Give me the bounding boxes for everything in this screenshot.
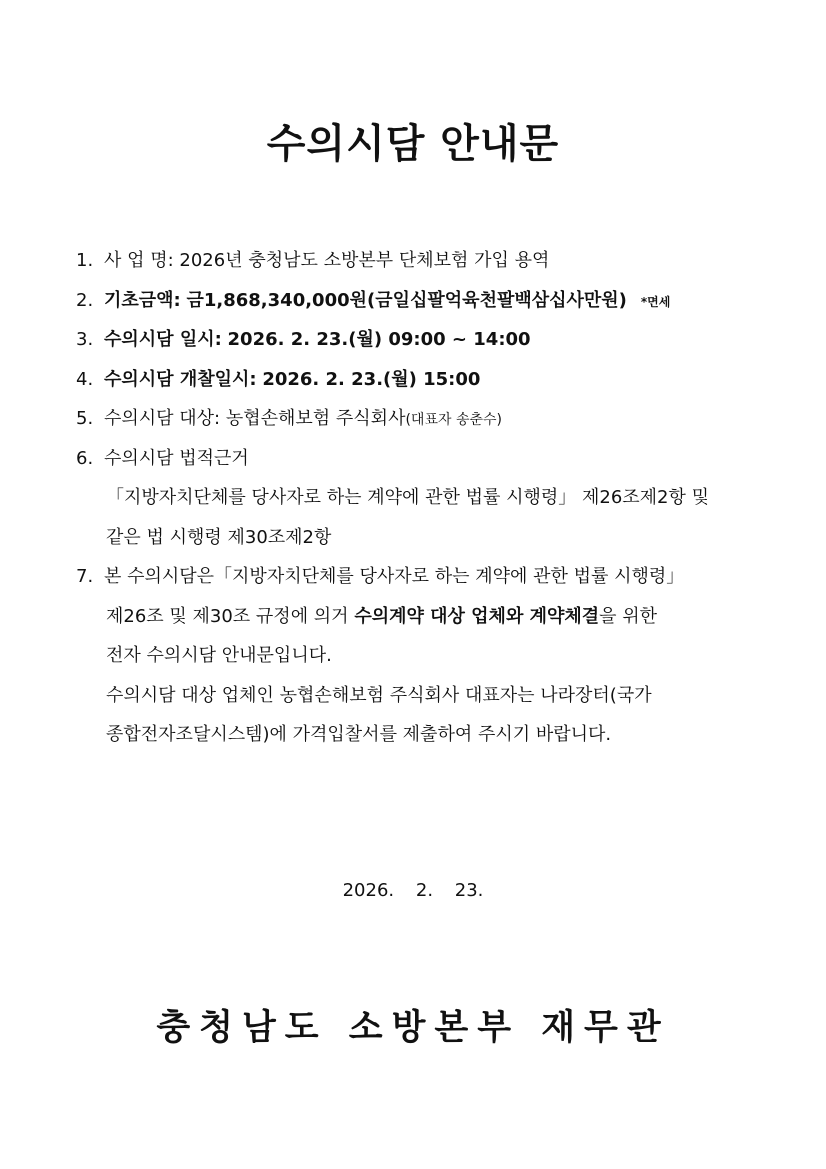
base-amount: 금1,868,340,000원(금일십팔억육천팔백삼십사만원): [186, 289, 627, 311]
issuer: 충청남도 소방본부 재무관: [156, 1008, 670, 1048]
document-title: 수의시담 안내문: [266, 121, 560, 167]
legal-basis-line-2: 같은 법 시행령 제30조제2항: [106, 526, 332, 548]
negotiation-datetime: 2026. 2. 23.(월) 09:00 ~ 14:00: [227, 329, 531, 350]
item-3: [76, 325, 756, 365]
item-number: 1.: [76, 250, 94, 271]
project-name: 2026년 충청남도 소방본부 단체보험 가입 용역: [179, 250, 550, 271]
item-2: [76, 286, 756, 326]
item-7: [76, 562, 756, 602]
item-7-line-1: 본 수의시담은「지방자치단체를 당사자로 하는 계약에 관한 법률 시행령」: [104, 566, 685, 587]
representative-note: (대표자 송춘수): [405, 412, 502, 428]
item-7-line-3: 전자 수의시담 안내문입니다.: [106, 645, 332, 666]
target-company: 농협손해보험 주식회사: [225, 408, 406, 429]
document-date: 2026. 2. 23.: [342, 880, 484, 901]
item-label: 수의시담 일시:: [104, 329, 222, 350]
item-number: 6.: [76, 447, 94, 469]
item-number: 7.: [76, 566, 94, 587]
item-label: 수의시담 법적근거: [104, 447, 249, 469]
tax-note: *면세: [640, 294, 671, 309]
item-4: [76, 365, 756, 405]
item-label: 기초금액:: [104, 289, 181, 311]
item-5: [76, 404, 756, 444]
item-label: 사 업 명:: [104, 250, 174, 271]
regulation-reference: 제26조 및 제30조 규정에 의거: [106, 605, 349, 627]
item-1: [76, 246, 756, 286]
opening-datetime: 2026. 2. 23.(월) 15:00: [262, 368, 481, 390]
item-number: 5.: [76, 408, 94, 429]
legal-basis-line-1: 「지방자치단체를 당사자로 하는 계약에 관한 법률 시행령」 제26조제2항 및: [106, 487, 709, 508]
item-number: 2.: [76, 289, 94, 311]
item-label: 수의시담 개찰일시:: [104, 368, 257, 390]
notice-items: [76, 246, 756, 760]
item-number: 3.: [76, 329, 94, 350]
item-number: 4.: [76, 368, 94, 390]
item-label: 수의시담 대상:: [104, 408, 221, 429]
item-6: [76, 444, 756, 484]
item-7-line-4: 수의시담 대상 업체인 농협손해보험 주식회사 대표자는 나라장터(국가: [106, 684, 652, 706]
item-7-line-2: [76, 602, 756, 642]
purpose-suffix: 을 위한: [599, 605, 658, 627]
item-7-line-5: 종합전자조달시스템)에 가격입찰서를 제출하여 주시기 바랍니다.: [106, 724, 612, 745]
purpose-emphasis: 수의계약 대상 업체와 계약체결: [354, 605, 600, 627]
